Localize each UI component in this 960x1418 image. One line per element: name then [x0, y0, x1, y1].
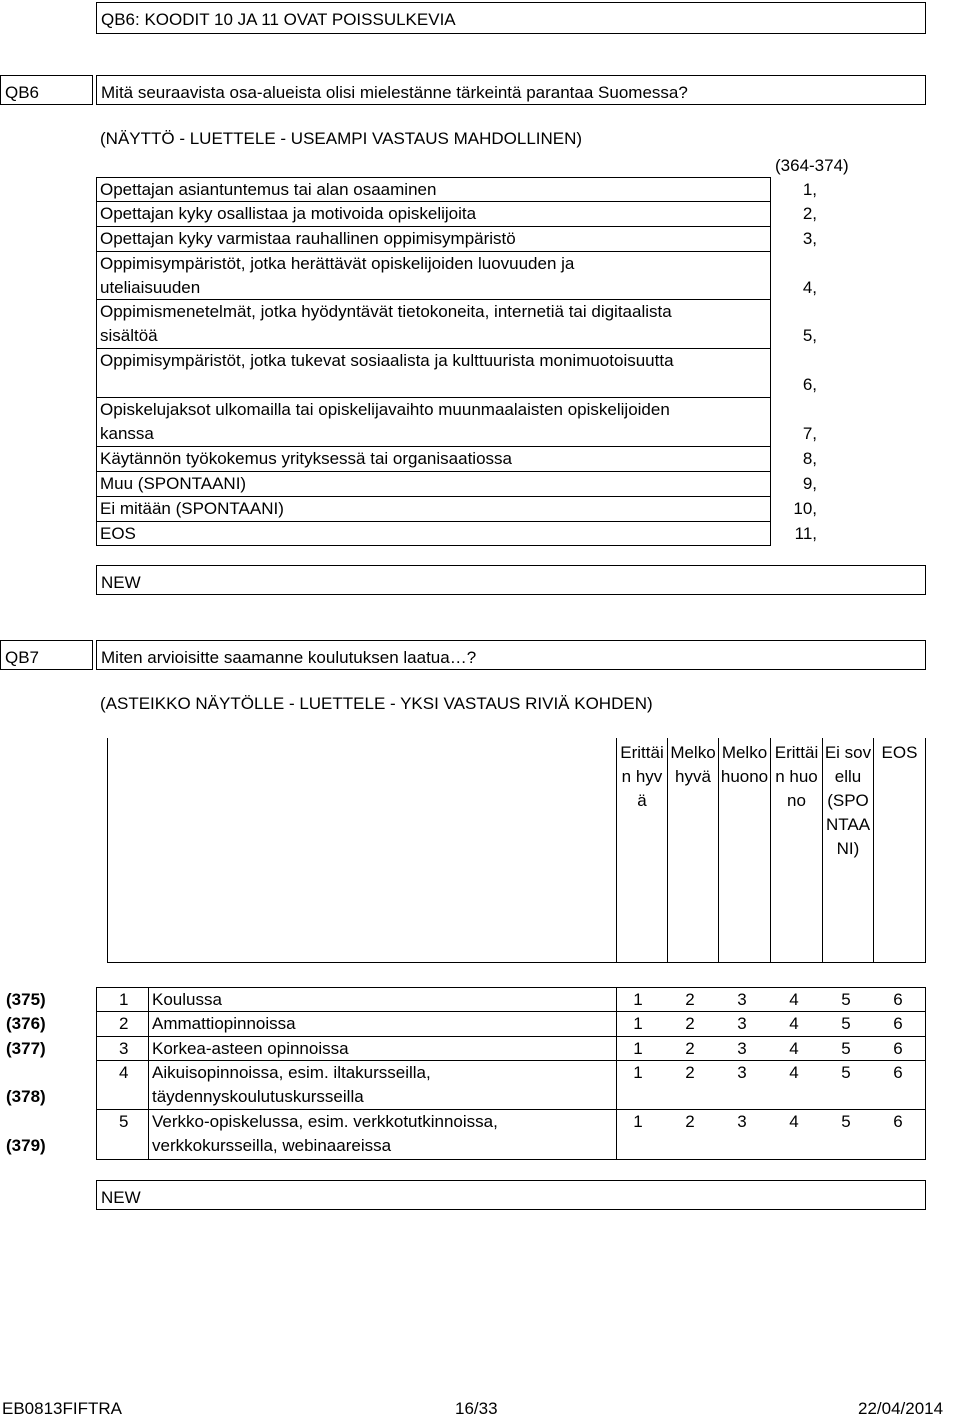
qb7-row-label: Ammattiopinnoissa — [152, 1014, 296, 1033]
qb7-row-code: (379) — [6, 1136, 46, 1155]
qb7-row-number: 5 — [119, 1112, 129, 1131]
qb6-item-code: 3, — [802, 229, 817, 248]
qb6-item-label: Opettajan asiantuntemus tai alan osaaminen — [100, 180, 437, 199]
qb7-scale-option[interactable]: 3 — [737, 990, 747, 1009]
qb6-item-code: 6, — [802, 375, 817, 394]
footer-page: 16/33 — [455, 1399, 498, 1418]
qb7-row-number: 3 — [119, 1039, 129, 1058]
footer-doc-id: EB0813FIFTRA — [2, 1399, 122, 1418]
qb6-item-code: 8, — [802, 449, 817, 468]
qb6-item-code: 11, — [794, 524, 817, 543]
qb6-item-label: Opettajan kyky osallistaa ja motivoida opiskelijoita — [100, 204, 477, 223]
question-id-qb6 — [0, 75, 93, 105]
qb7-scale-option[interactable]: 2 — [685, 1039, 695, 1058]
qb7-scale-option[interactable]: 3 — [737, 1063, 747, 1082]
qb7-scale-option[interactable]: 4 — [789, 990, 799, 1009]
qb7-scale-option[interactable]: 4 — [789, 1014, 799, 1033]
qb7-row-code: (377) — [6, 1039, 46, 1058]
qb7-instruction: (ASTEIKKO NÄYTÖLLE - LUETTELE - YKSI VASTAUS RIVIÄ KOHDEN) — [100, 694, 653, 713]
qb6-item-label: EOS — [100, 524, 136, 543]
qb7-scale-option[interactable]: 1 — [633, 1039, 643, 1058]
qb6-item-code: 5, — [802, 326, 817, 345]
qb6-item-code: 9, — [802, 474, 817, 493]
qb7-scale-option[interactable]: 1 — [633, 990, 643, 1009]
qb6-item-label: sisältöä — [100, 326, 158, 345]
scale-header-1: Erittäin hyvä — [620, 743, 664, 810]
qb7-scale-option[interactable]: 5 — [841, 1112, 851, 1131]
qb7-scale-option[interactable]: 5 — [841, 1039, 851, 1058]
question-id-qb7 — [0, 640, 93, 670]
qb7-scale-option[interactable]: 5 — [841, 1014, 851, 1033]
qb6-item-code: 10, — [793, 499, 817, 518]
qb6-item-label: Ei mitään (SPONTAANI) — [100, 499, 284, 518]
qb7-row-code: (375) — [6, 990, 46, 1009]
qb6-item-label: uteliaisuuden — [100, 278, 201, 297]
scale-header-5: Ei sovellu (SPONTAANI) — [824, 743, 872, 858]
new-label: NEW — [101, 1188, 141, 1207]
footer-date: 22/04/2014 — [858, 1399, 944, 1418]
qb7-row-code: (378) — [6, 1087, 46, 1106]
section-title: QB6: KOODIT 10 JA 11 OVAT POISSULKEVIA — [101, 10, 456, 29]
qb7-scale-option[interactable]: 2 — [685, 990, 695, 1009]
qb6-item-label: Oppimismenetelmät, jotka hyödyntävät tietokoneita, internetiä tai digitaalista — [100, 302, 672, 321]
qb7-scale-option[interactable]: 1 — [633, 1063, 643, 1082]
qb6-item-label: Muu (SPONTAANI) — [100, 474, 247, 493]
new-label: NEW — [101, 573, 141, 592]
qb6-item-code: 4, — [802, 278, 817, 297]
qb7-row-label: täydennyskoulutuskursseilla — [152, 1087, 364, 1106]
scale-header-6: EOS — [881, 743, 918, 762]
qb7-scale-option[interactable]: 6 — [893, 1014, 903, 1033]
qb6-item-code: 2, — [802, 204, 817, 223]
qb7-scale-option[interactable]: 2 — [685, 1014, 695, 1033]
qb7-scale-option[interactable]: 4 — [789, 1112, 799, 1131]
qb7-row-label: Verkko-opiskelussa, esim. verkkotutkinnoissa, — [152, 1112, 498, 1131]
qb7-scale-option[interactable]: 6 — [893, 990, 903, 1009]
qb7-scale-option[interactable]: 4 — [789, 1063, 799, 1082]
qb6-columns: (364-374) — [775, 156, 849, 175]
qb7-new-box — [96, 1180, 926, 1210]
qb7-row-number: 1 — [119, 990, 129, 1009]
qb6-item-label: Oppimisympäristöt, jotka herättävät opiskelijoiden luovuuden ja — [100, 254, 575, 273]
question-text-qb6 — [96, 75, 926, 105]
qb6-item-label: Opiskelujaksot ulkomailla tai opiskelijavaihto muunmaalaisten opiskelijoiden — [100, 400, 670, 419]
qb6-new-box — [96, 565, 926, 595]
qb6-item-label: Käytännön työkokemus yrityksessä tai organisaatiossa — [100, 449, 512, 468]
qb7-row-code: (376) — [6, 1014, 46, 1033]
qb7-scale-option[interactable]: 6 — [893, 1063, 903, 1082]
qb7-scale-option[interactable]: 1 — [633, 1112, 643, 1131]
section-header — [96, 2, 926, 34]
qb6-item-code: 7, — [802, 424, 817, 443]
question-id-label: QB7 — [5, 648, 40, 667]
qb7-scale-option[interactable]: 6 — [893, 1039, 903, 1058]
question-text-qb7 — [96, 640, 926, 670]
scale-header-3: Melko huono — [720, 743, 769, 786]
qb7-scale-option[interactable]: 5 — [841, 990, 851, 1009]
qb7-scale-option[interactable]: 3 — [737, 1112, 747, 1131]
qb7-row-label: Aikuisopinnoissa, esim. iltakursseilla, — [152, 1063, 431, 1082]
qb7-row-label: Koulussa — [152, 990, 222, 1009]
scale-header-4: Erittäin huono — [774, 743, 819, 810]
qb7-scale-option[interactable]: 1 — [633, 1014, 643, 1033]
qb7-scale-option[interactable]: 3 — [737, 1014, 747, 1033]
qb6-instruction: (NÄYTTÖ - LUETTELE - USEAMPI VASTAUS MAHDOLLINEN) — [100, 129, 583, 148]
qb6-item-code: 1, — [802, 180, 817, 199]
qb7-scale-option[interactable]: 3 — [737, 1039, 747, 1058]
scale-header-2: Melko hyvä — [670, 743, 716, 786]
qb7-row-label: verkkokursseilla, webinaareissa — [152, 1136, 392, 1155]
qb7-scale-option[interactable]: 6 — [893, 1112, 903, 1131]
qb7-scale-option[interactable]: 5 — [841, 1063, 851, 1082]
qb6-item-label: Oppimisympäristöt, jotka tukevat sosiaalista ja kulttuurista monimuotoisuutta — [100, 351, 674, 370]
qb7-scale-option[interactable]: 2 — [685, 1112, 695, 1131]
qb7-scale-option[interactable]: 2 — [685, 1063, 695, 1082]
qb7-row-number: 4 — [119, 1063, 129, 1082]
qb7-row-label: Korkea-asteen opinnoissa — [152, 1039, 349, 1058]
qb6-item-label: Opettajan kyky varmistaa rauhallinen oppimisympäristö — [100, 229, 516, 248]
qb7-scale-option[interactable]: 4 — [789, 1039, 799, 1058]
qb7-row-number: 2 — [119, 1014, 129, 1033]
question-text: Miten arvioisitte saamanne koulutuksen laatua…? — [101, 648, 477, 667]
question-id-label: QB6 — [5, 83, 40, 102]
qb6-item-label: kanssa — [100, 424, 154, 443]
question-text: Mitä seuraavista osa-alueista olisi mielestänne tärkeintä parantaa Suomessa? — [101, 83, 688, 102]
